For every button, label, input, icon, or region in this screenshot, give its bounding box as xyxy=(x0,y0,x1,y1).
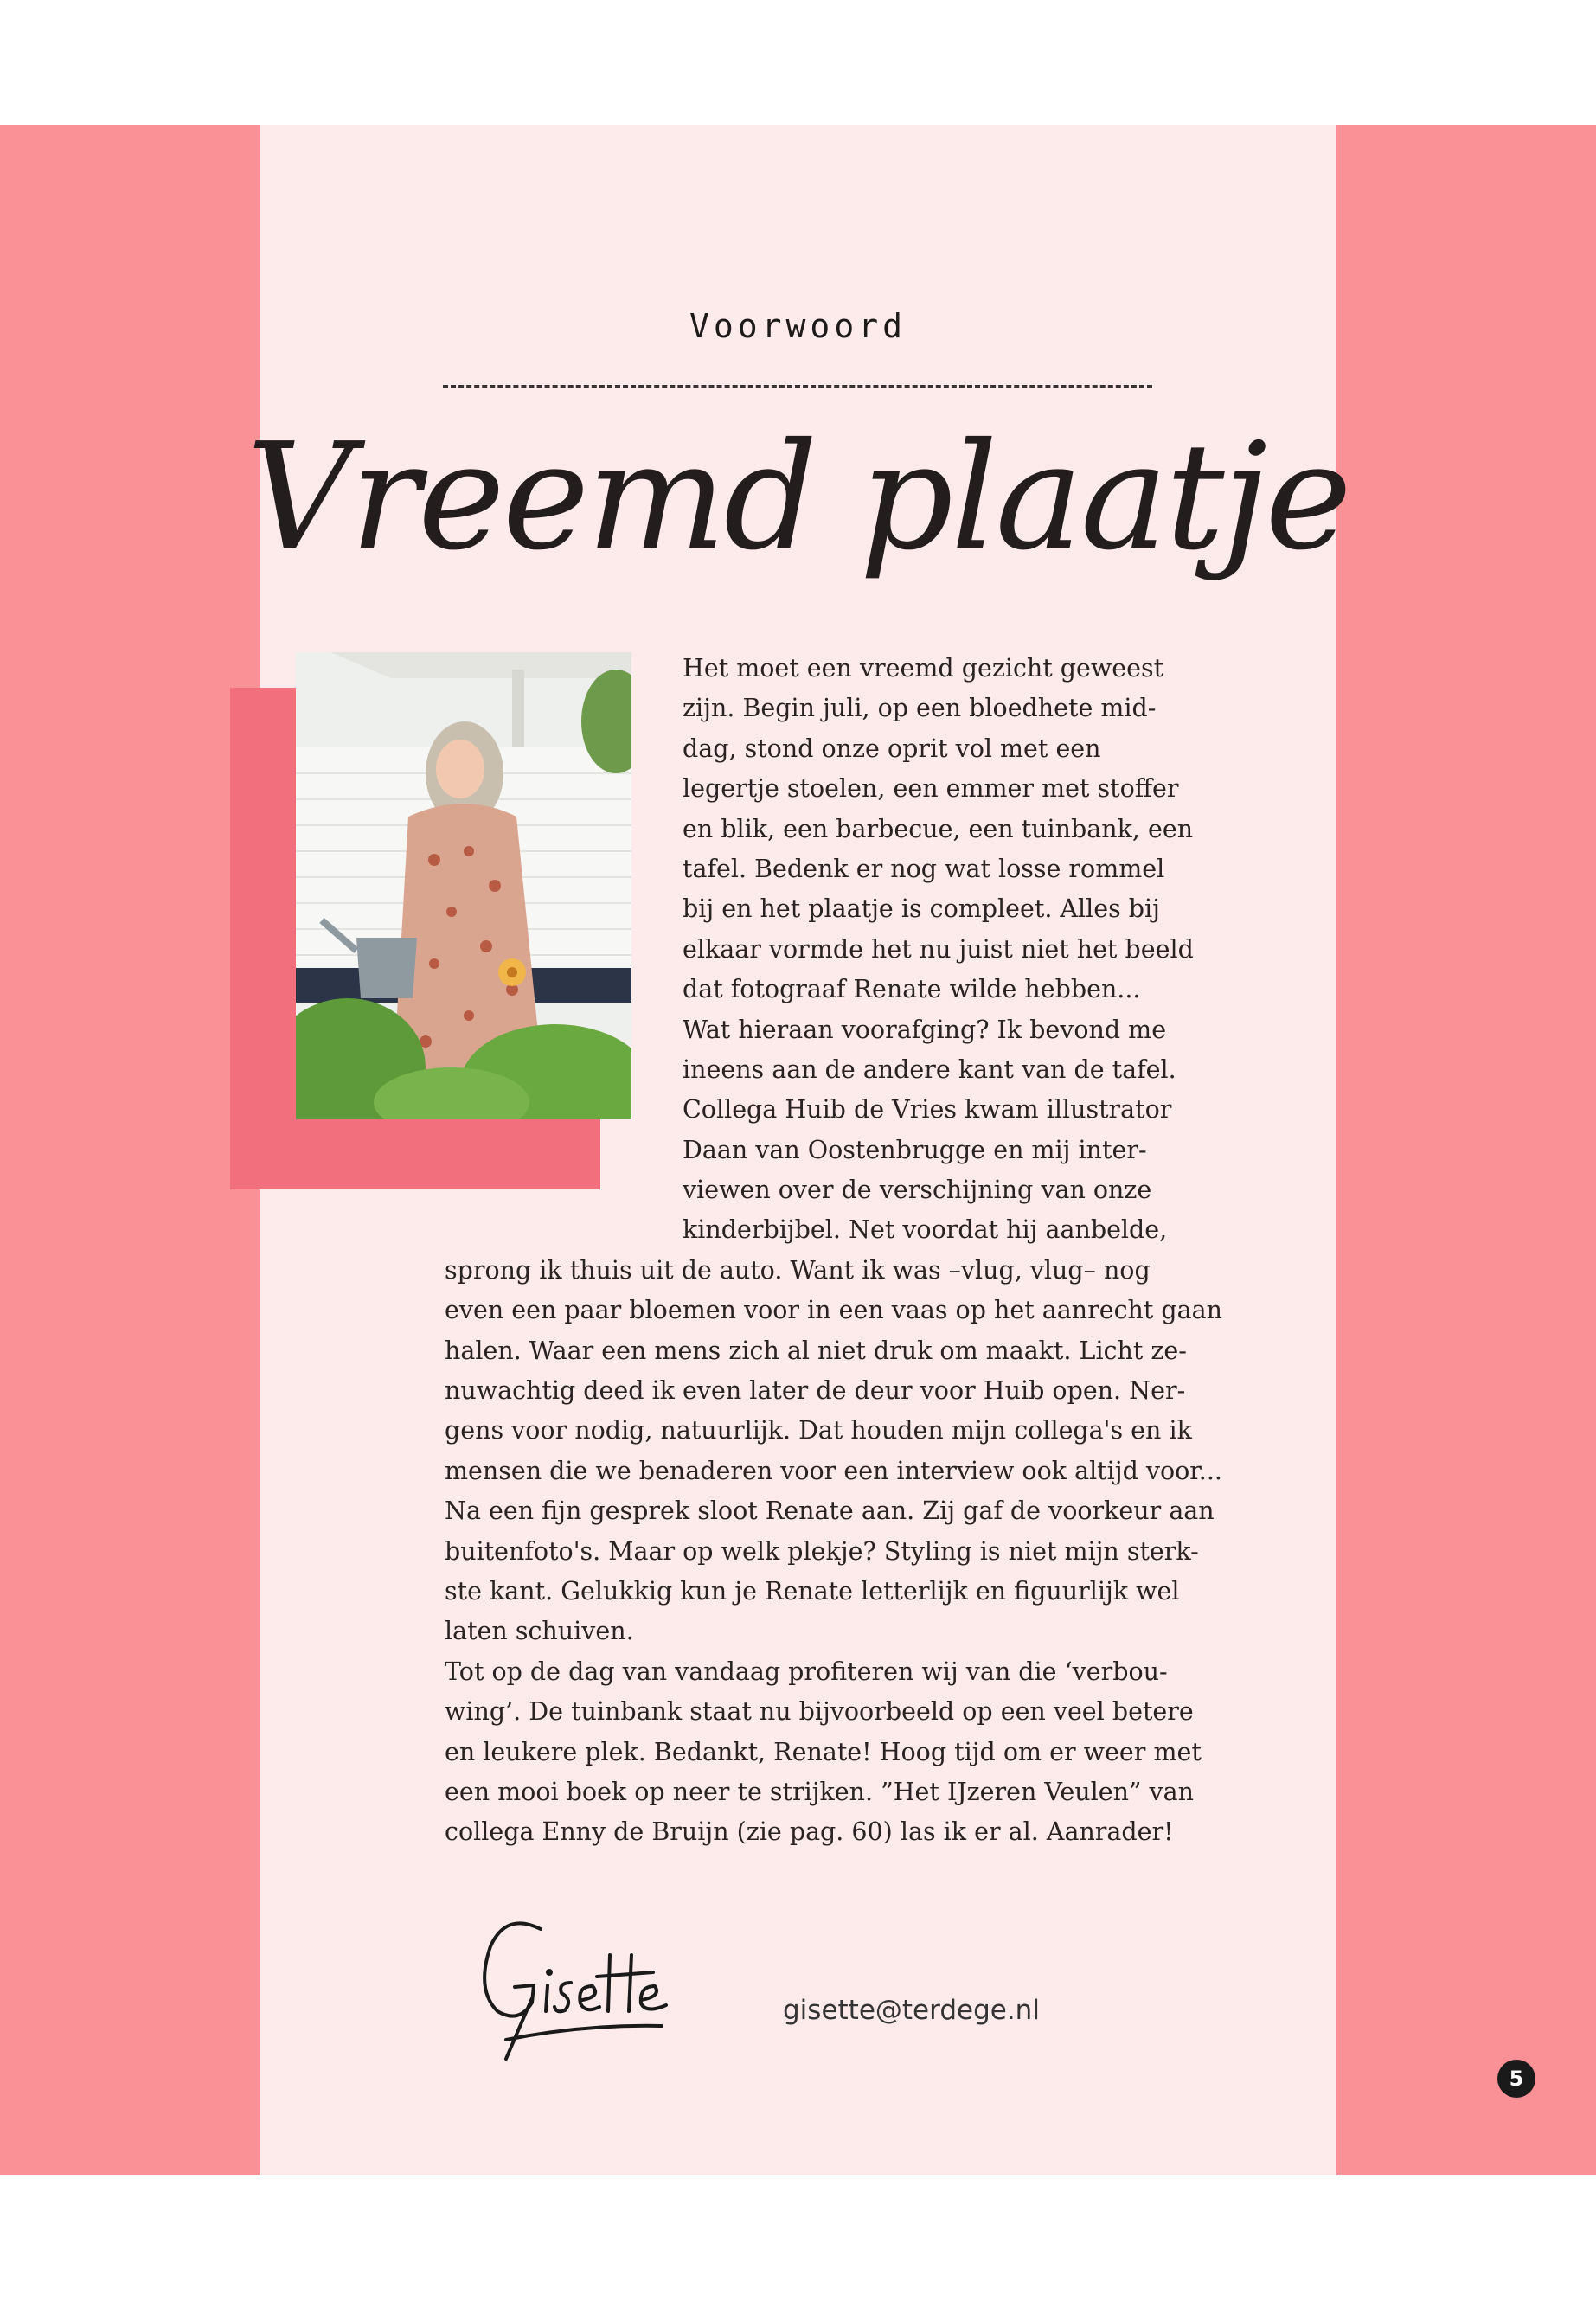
body-line: laten schuiven. xyxy=(445,1617,634,1646)
body-line: Collega Huib de Vries kwam illustrator xyxy=(683,1095,1172,1125)
body-line: even een paar bloemen voor in een vaas op het aanrecht gaan xyxy=(445,1296,1222,1325)
body-line: wing’. De tuinbank staat nu bijvoorbeeld op een veel betere xyxy=(445,1697,1194,1727)
body-line: kinderbijbel. Net voordat hij aanbelde, xyxy=(683,1215,1168,1245)
body-line: collega Enny de Bruijn (zie pag. 60) las ik er al. Aanrader! xyxy=(445,1817,1174,1847)
body-line: en leukere plek. Bedankt, Renate! Hoog tijd om er weer met xyxy=(445,1737,1202,1766)
body-line: gens voor nodig, natuurlijk. Dat houden mijn collega's en ik xyxy=(445,1416,1192,1445)
body-line: dag, stond onze oprit vol met een xyxy=(683,734,1101,763)
body-line: zijn. Begin juli, op een bloedhete mid- xyxy=(683,694,1157,723)
body-line: ste kant. Gelukkig kun je Renate letterlijk en figuurlijk wel xyxy=(445,1576,1180,1606)
body-line: ineens aan de andere kant van de tafel. xyxy=(683,1054,1176,1084)
body-line: nuwachtig deed ik even later de deur voor Huib open. Ner- xyxy=(445,1376,1186,1406)
handwritten-signature xyxy=(471,1903,714,2076)
body-line: Daan van Oostenbrugge en mij inter- xyxy=(683,1135,1147,1164)
body-line: elkaar vormde het nu juist niet het beeld xyxy=(683,934,1194,964)
body-line: Het moet een vreemd gezicht geweest xyxy=(683,654,1164,683)
body-line: sprong ik thuis uit de auto. Want ik was –vlug, vlug– nog xyxy=(445,1255,1151,1285)
section-kicker: Voorwoord xyxy=(689,307,907,345)
dashed-divider xyxy=(443,385,1152,388)
body-line: legertje stoelen, een emmer met stoffer xyxy=(683,774,1179,804)
page-number-badge: 5 xyxy=(1497,2060,1535,2098)
body-line: Wat hieraan voorafging? Ik bevond me xyxy=(683,1015,1167,1044)
body-line: Tot op de dag van vandaag profiteren wij van die ‘verbou- xyxy=(445,1657,1168,1686)
author-email: gisette@terdege.nl xyxy=(783,1995,1040,2026)
article-body xyxy=(445,649,1222,1853)
body-line: viewen over de verschijning van onze xyxy=(683,1176,1152,1205)
page-title: Vreemd plaatje xyxy=(247,412,1349,583)
body-line: buitenfoto's. Maar op welk plekje? Styling is niet mijn sterk- xyxy=(445,1536,1199,1566)
body-line: Na een fijn gesprek sloot Renate aan. Zij gaf de voorkeur aan xyxy=(445,1497,1215,1526)
body-line: tafel. Bedenk er nog wat losse rommel xyxy=(683,854,1165,883)
body-line: mensen die we benaderen voor een interview ook altijd voor... xyxy=(445,1456,1222,1485)
body-line: een mooi boek op neer te strijken. ”Het IJzeren Veulen” van xyxy=(445,1777,1195,1806)
body-line: bij en het plaatje is compleet. Alles bij xyxy=(683,894,1160,924)
body-line: halen. Waar een mens zich al niet druk om maakt. Licht ze- xyxy=(445,1336,1187,1365)
body-line: dat fotograaf Renate wilde hebben... xyxy=(683,975,1141,1004)
body-line: en blik, een barbecue, een tuinbank, een xyxy=(683,814,1194,843)
